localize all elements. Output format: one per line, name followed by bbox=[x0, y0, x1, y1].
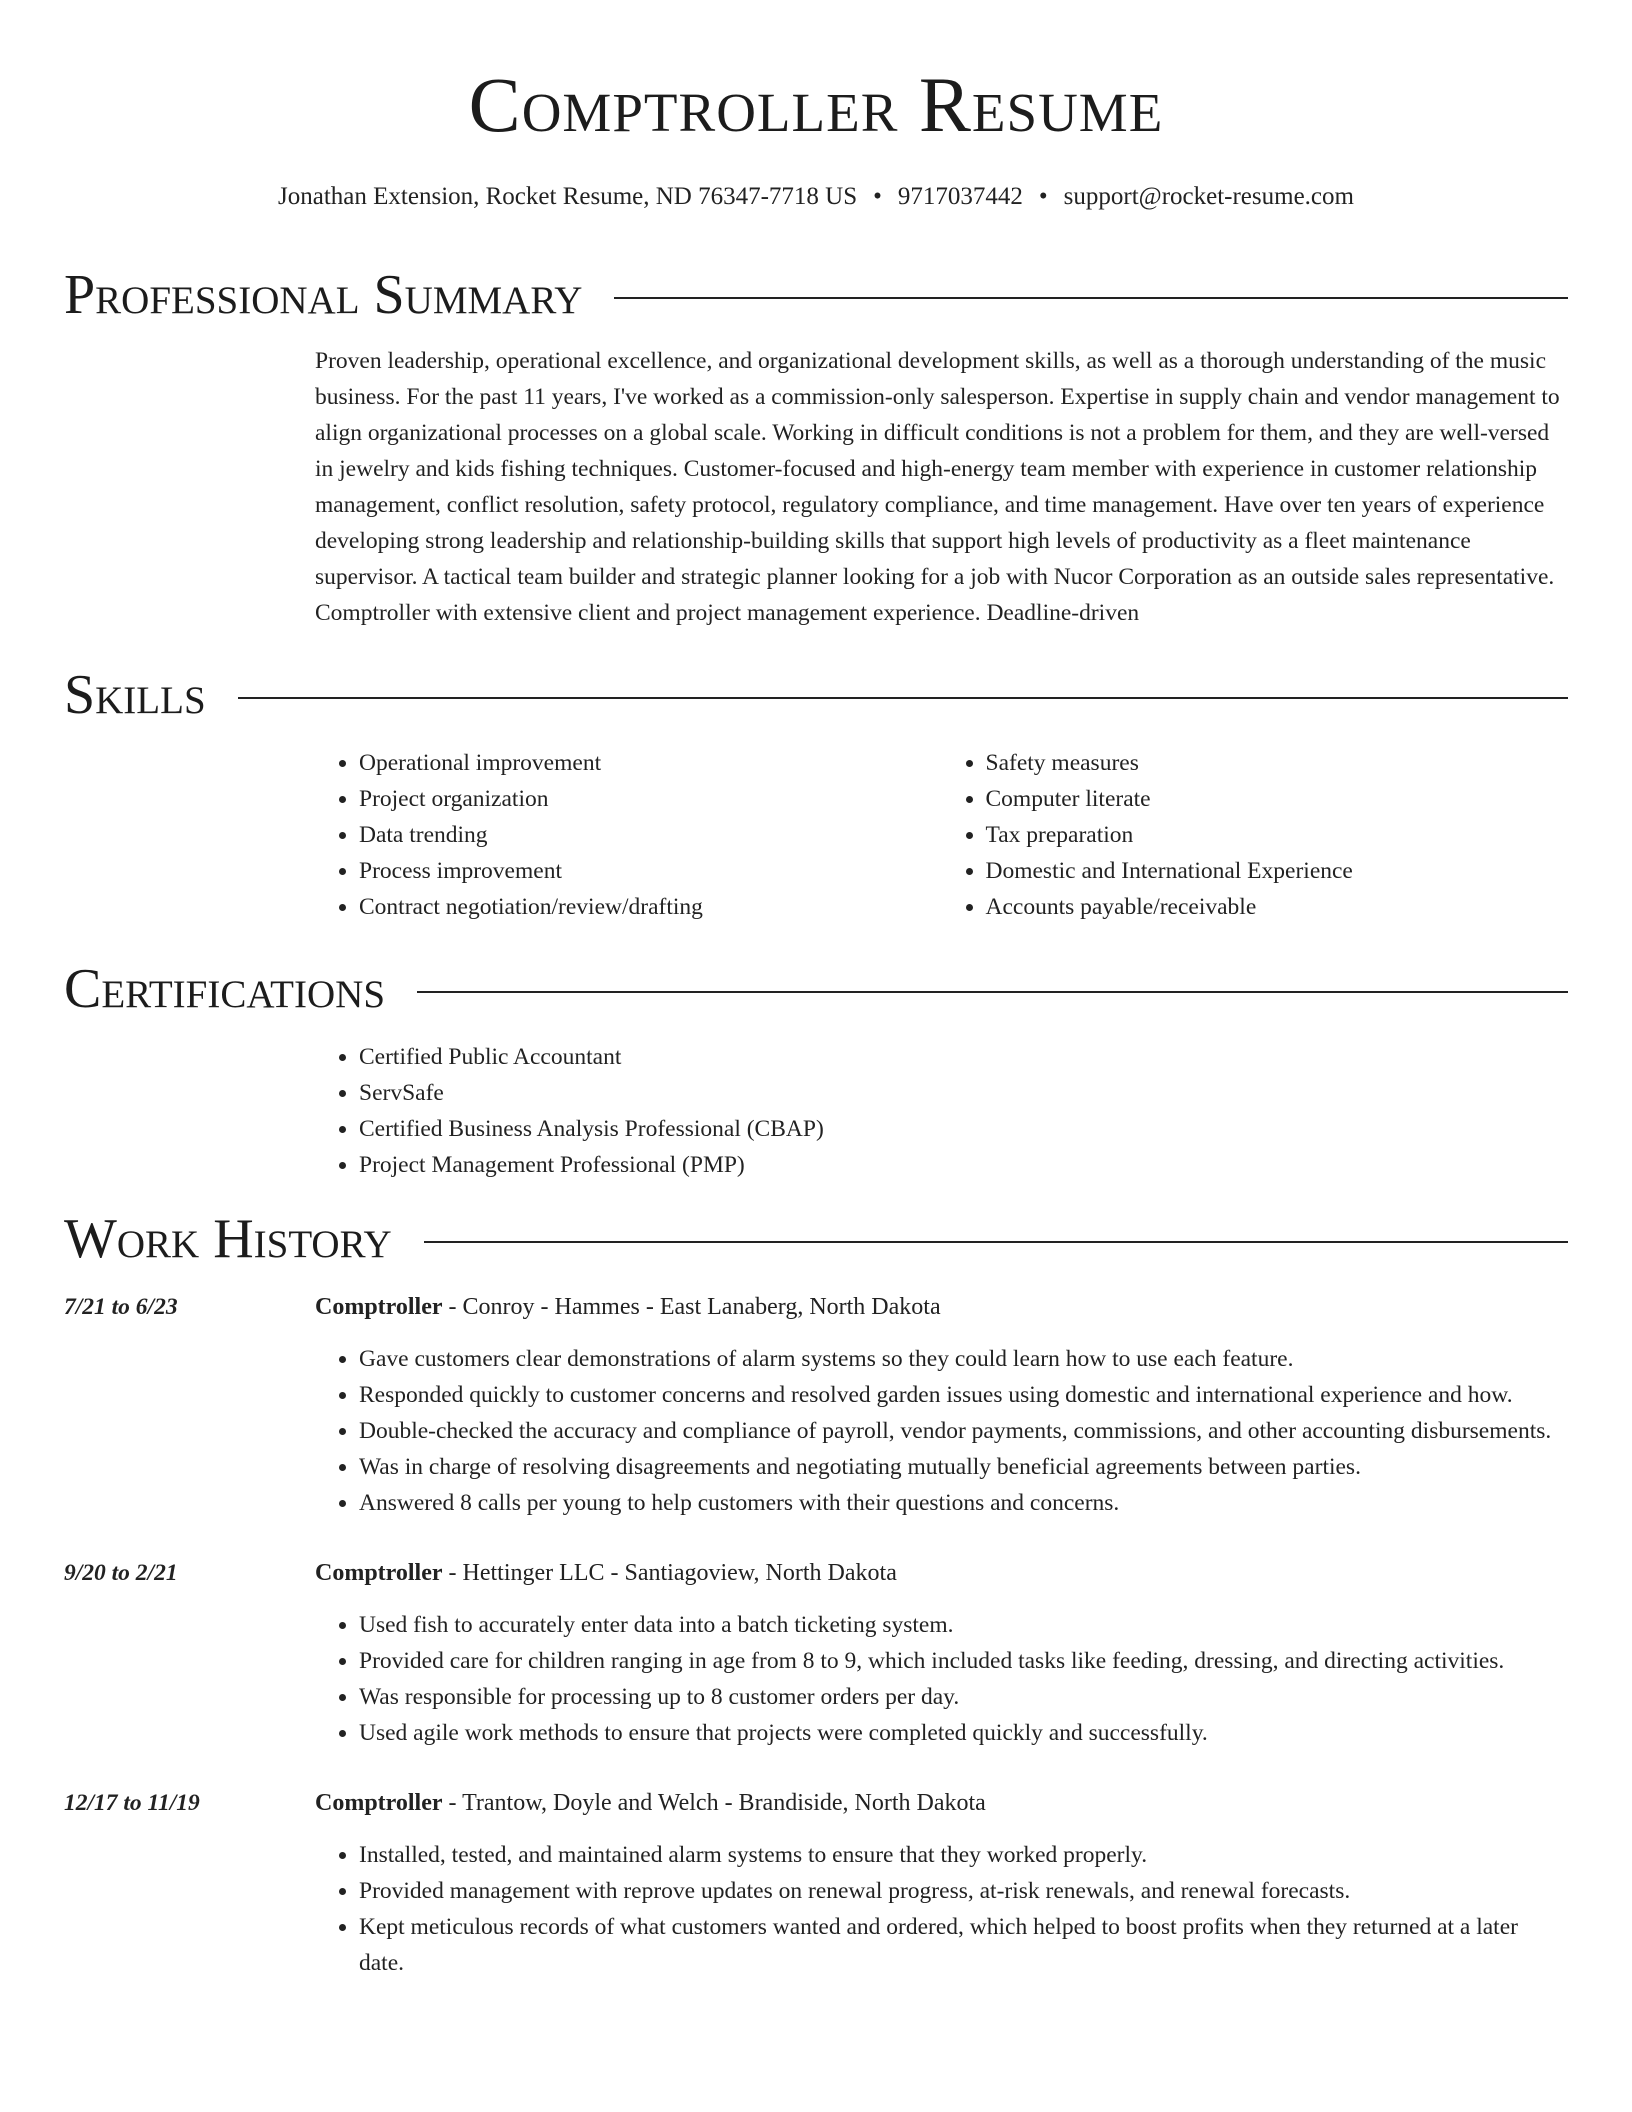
job-duty: • Answered 8 calls per young to help customers with their questions and concerns. bbox=[359, 1485, 1568, 1521]
certifications-list bbox=[315, 1039, 1568, 1183]
job-employer: - Trantow, Doyle and Welch - Brandiside, North Dakota bbox=[442, 1790, 986, 1816]
contact-separator: • bbox=[873, 183, 882, 210]
skills-list-left bbox=[315, 745, 942, 925]
page-title: Comptroller Resume bbox=[468, 61, 1164, 148]
skill-item: • Safety measures bbox=[986, 745, 1569, 781]
certifications-section-header bbox=[64, 958, 1568, 1020]
job-duties bbox=[315, 1837, 1568, 1981]
job-duty: • Gave customers clear demonstrations of alarm systems so they could learn how to use each feature. bbox=[359, 1341, 1568, 1377]
job-duty: • Provided management with reprove updates on renewal progress, at-risk renewals, and renewal forecasts. bbox=[359, 1873, 1568, 1909]
job-employer: - Conroy - Hammes - East Lanaberg, North Dakota bbox=[442, 1294, 941, 1320]
skill-item: • Tax preparation bbox=[986, 817, 1569, 853]
job-duty: • Used fish to accurately enter data into a batch ticketing system. bbox=[359, 1607, 1568, 1643]
summary-heading: Professional Summary bbox=[64, 264, 583, 326]
job-duty: • Was in charge of resolving disagreements and negotiating mutually beneficial agreements between parties. bbox=[359, 1449, 1568, 1485]
job-title: Comptroller bbox=[315, 1294, 443, 1320]
summary-text: Proven leadership, operational excellence, and organizational development skills, as well as a thorough understanding of the music business. For the past 11 years, I've worked as a commission-only salesperson. Expertise in supply chain and vendor management to align organizational processes on a global scale. Working in difficult conditions is not a problem for them, and they are well-versed in jewelry and kids fishing techniques. Customer-focused and high-energy team member with experience in customer relationship management, conflict resolution, safety protocol, regulatory compliance, and time management. Have over ten years of experience developing strong leadership and relationship-building skills that support high levels of productivity as a fleet maintenance supervisor. A tactical team builder and strategic planner looking for a job with Nucor Corporation as an outside sales representative. Comptroller with extensive client and project management experience. Deadline-driven bbox=[315, 348, 1560, 626]
job-entry bbox=[64, 1785, 1568, 1981]
section-divider bbox=[417, 991, 1568, 993]
contact-separator: • bbox=[1038, 183, 1048, 210]
job-duty: • Responded quickly to customer concerns and resolved garden issues using domestic and international experience and how. bbox=[359, 1377, 1568, 1413]
certifications-block bbox=[315, 1039, 1568, 1183]
job-details bbox=[315, 1555, 1568, 1751]
contact-email[interactable]: support@rocket-resume.com bbox=[1063, 183, 1354, 210]
work-history-heading: Work History bbox=[64, 1208, 392, 1270]
certification-item: • Project Management Professional (PMP) bbox=[359, 1147, 1568, 1183]
job-dates: 12/17 to 11/19 bbox=[64, 1790, 200, 1816]
job-title: Comptroller bbox=[315, 1560, 443, 1586]
job-duty: • Was responsible for processing up to 8 customer orders per day. bbox=[359, 1679, 1568, 1715]
section-divider bbox=[238, 697, 1568, 699]
job-employer: - Hettinger LLC - Santiagoview, North Dakota bbox=[442, 1560, 897, 1586]
certification-item: • Certified Business Analysis Professional (CBAP) bbox=[359, 1111, 1568, 1147]
skills-grid bbox=[315, 745, 1568, 925]
job-duty: • Double-checked the accuracy and compliance of payroll, vendor payments, commissions, and other accounting disbursements. bbox=[359, 1413, 1568, 1449]
certification-item: • Certified Public Accountant bbox=[359, 1039, 1568, 1075]
skill-item: • Operational improvement bbox=[359, 745, 942, 781]
job-duty: • Kept meticulous records of what customers wanted and ordered, which helped to boost profits when they returned at a later date. bbox=[359, 1909, 1568, 1981]
contact-line bbox=[64, 184, 1568, 209]
job-duty: • Installed, tested, and maintained alarm systems to ensure that they worked properly. bbox=[359, 1837, 1568, 1873]
skill-item: • Accounts payable/receivable bbox=[986, 889, 1569, 925]
job-duties bbox=[315, 1341, 1568, 1521]
skills-list-right bbox=[942, 745, 1569, 925]
job-entry bbox=[64, 1555, 1568, 1751]
skills-section-header bbox=[64, 664, 1568, 726]
section-divider bbox=[614, 297, 1568, 299]
job-heading bbox=[315, 1289, 1568, 1325]
job-heading bbox=[315, 1785, 1568, 1821]
job-details bbox=[315, 1785, 1568, 1981]
certification-item: • ServSafe bbox=[359, 1075, 1568, 1111]
job-duty: • Used agile work methods to ensure that projects were completed quickly and successfully. bbox=[359, 1715, 1568, 1751]
contact-phone: 9717037442 bbox=[897, 183, 1023, 210]
skill-item: • Data trending bbox=[359, 817, 942, 853]
skill-item: • Project organization bbox=[359, 781, 942, 817]
job-entry bbox=[64, 1289, 1568, 1521]
job-dates: 9/20 to 2/21 bbox=[64, 1560, 178, 1586]
skill-item: • Contract negotiation/review/drafting bbox=[359, 889, 942, 925]
skill-item: • Process improvement bbox=[359, 853, 942, 889]
job-duty: • Provided care for children ranging in age from 8 to 9, which included tasks like feeding, dressing, and directing activities. bbox=[359, 1643, 1568, 1679]
skill-item: • Computer literate bbox=[986, 781, 1569, 817]
skills-heading: Skills bbox=[64, 664, 206, 726]
job-dates: 7/21 to 6/23 bbox=[64, 1294, 178, 1320]
job-details bbox=[315, 1289, 1568, 1521]
section-divider bbox=[424, 1241, 1568, 1243]
job-title: Comptroller bbox=[315, 1790, 443, 1816]
certifications-heading: Certifications bbox=[64, 958, 386, 1020]
summary-section-header bbox=[64, 264, 1568, 326]
job-duties bbox=[315, 1607, 1568, 1751]
work-history-section-header bbox=[64, 1208, 1568, 1270]
skill-item: • Domestic and International Experience bbox=[986, 853, 1569, 889]
contact-address: Jonathan Extension, Rocket Resume, ND 76347-7718 US bbox=[278, 183, 858, 210]
job-heading bbox=[315, 1555, 1568, 1591]
